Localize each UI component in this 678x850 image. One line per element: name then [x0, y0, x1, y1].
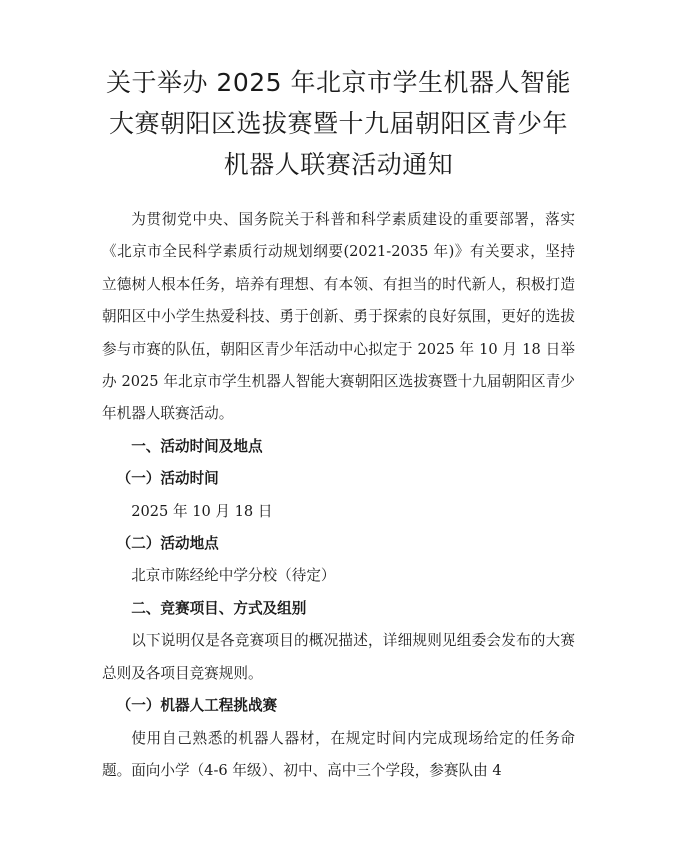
section-heading-time-location: 一、活动时间及地点 — [131, 437, 263, 455]
engineering-challenge-paragraph: 使用自己熟悉的机器人器材，在规定时间内完成现场给定的任务命题。面向小学（4-6 年级）、初中、高中三个学段，参赛队由 4 — [102, 729, 575, 779]
intro-text-part1: 为贯彻党中央、国务院关于科普和科学素质建设的重要部署，落实《北京市全民科学素质行动规划纲要(2021-2035 年)》有关要求，坚持立德树人根本任务，培养有理想、有本领、有担当的时代新人，积极打造朝阳区中小学生热爱科技、勇于创新、勇于探索的良好氛围， — [102, 211, 575, 326]
subheading-activity-location: （二）活动地点 — [116, 535, 219, 553]
page-title: 关于举办 2025 年北京市学生机器人智能大赛朝阳区选拔赛暨十九届朝阳区青少年机器人联赛活动通知 — [105, 68, 572, 179]
section-heading-competition: 二、竞赛项目、方式及组别 — [131, 599, 307, 617]
competition-intro-paragraph: 以下说明仅是各竞赛项目的概况描述，详细规则见组委会发布的大赛总则及各项目竞赛规则。 — [102, 632, 575, 682]
intro-text-part2: 更好的选拔参与市赛的队伍 — [102, 308, 575, 358]
intro-text-part3: ，朝阳区青少年活动中心拟定于 2025 年 10 月 18 日举办 2025 年北京市学生机器人智能大赛朝阳区选拔赛暨十九届朝阳区青少年机器人联赛活动。 — [102, 340, 575, 423]
intro-paragraph — [102, 204, 575, 431]
subheading-engineering-challenge: （一）机器人工程挑战赛 — [116, 697, 278, 715]
subheading-activity-time: （一）活动时间 — [116, 470, 219, 488]
activity-location: 北京市陈经纶中学分校（待定） — [131, 567, 336, 585]
activity-date: 2025 年 10 月 18 日 — [131, 502, 273, 520]
